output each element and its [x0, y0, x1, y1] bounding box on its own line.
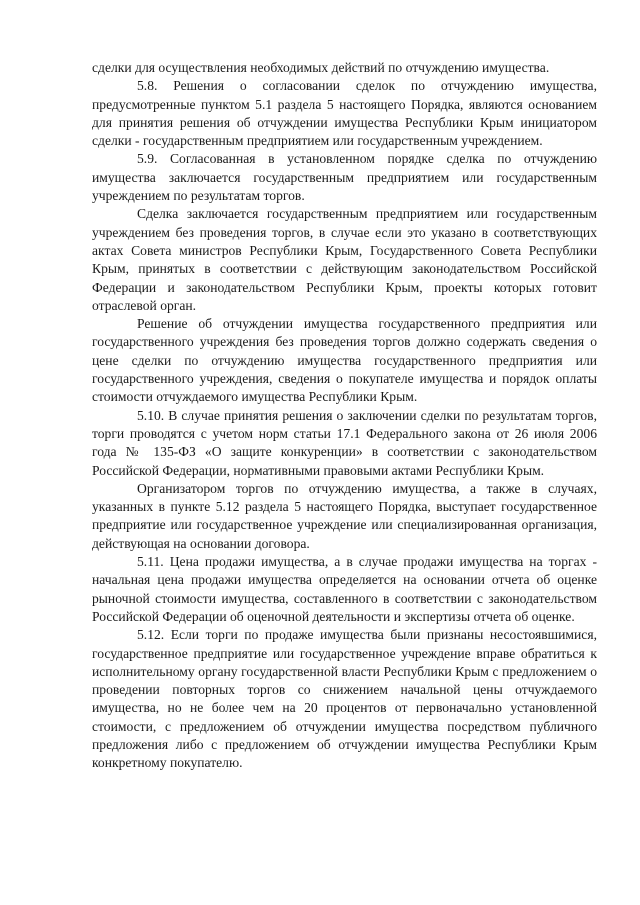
- paragraph-5-8: 5.8. Решения о согласовании сделок по отчуждению имущества, предусмотренные пунктом 5.1 раздела 5 настоящего Порядка, являются основанием для принятия решения об отчуждении имущества Республики Крым инициатором сделки - государственным предприятием или государственным учреждением.: [92, 78, 597, 149]
- paragraph-5-11: 5.11. Цена продажи имущества, а в случае продажи имущества на торгах - начальная цена продажи имущества определяется на основании отчета об оценке рыночной стоимости имущества, составленного в соответствии с законодательством Российской Федерации об оценочной деятельности и экспертизы отчета об оценке.: [92, 554, 597, 624]
- paragraph-5-10: 5.10. В случае принятия решения о заключении сделки по результатам торгов, торги проводятся с учетом норм статьи 17.1 Федерального закона от 26 июля 2006 года № 135-ФЗ «О защите конкуренции» в соответствии с законодательством Российской Федерации, нормативными правовыми актами Республики Крым.: [92, 407, 597, 478]
- paragraph-continuation: сделки для осуществления необходимых действий по отчуждению имущества.: [92, 60, 550, 75]
- paragraph-5-9: 5.9. Согласованная в установленном порядке сделка по отчуждению имущества заключается государственным предприятием или государственным учреждением по результатам торгов.: [92, 151, 597, 204]
- paragraph-5-10-auction-organizer: Организатором торгов по отчуждению имущества, а также в случаях, указанных в пункте 5.12 раздела 5 настоящего Порядка, выступает государственное предприятие или государственное учреждение или специализированная организация, действующая на основании договора.: [92, 480, 597, 551]
- paragraph-5-9-decision-content: Решение об отчуждении имущества государственного предприятия или государственного учреждения без проведения торгов должно содержать сведения о цене сделки по отчуждению имущества государственного предприятия или государственного учреждения, сведения о покупателе имущества и порядок оплаты стоимости отчуждаемого имущества Республики Крым.: [92, 316, 597, 405]
- paragraph-5-12: 5.12. Если торги по продаже имущества были признаны несостоявшимися, государственное предприятие или государственное учреждение вправе обратиться к исполнительному органу государственной власти Республики Крым с предложением о проведении повторных торгов со снижением начальной цены отчуждаемого имущества, но не более чем на 20 процентов от первоначально установленной стоимости, с предложением об отчуждении имущества посредством публичного предложения либо с предложением об отчуждении имущества Республики Крым конкретному покупателю.: [92, 627, 597, 771]
- paragraph-5-9-deal-without-auction: Сделка заключается государственным предприятием или государственным учреждением без проведения торгов, в случае если это указано в соответствующих актах Совета министров Республики Крым, Государственного Совета Республики Крым, принятых в соответствии с действующим законодательством Российской Федерации и законодательством Республики Крым, проекты которых готовит отраслевой орган.: [92, 206, 597, 313]
